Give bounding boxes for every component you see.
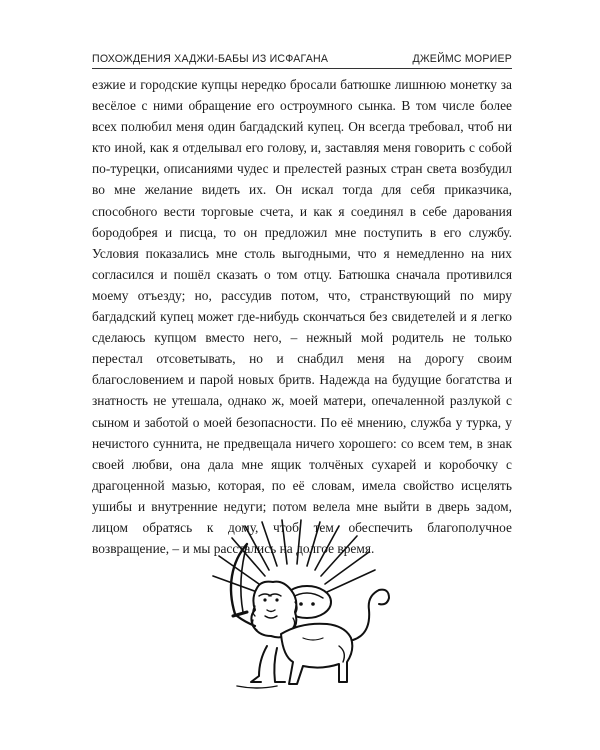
running-head — [92, 53, 512, 65]
running-head-title: ПОХОЖДЕНИЯ ХАДЖИ-БАБЫ ИЗ ИСФАГАНА — [92, 53, 329, 65]
running-head-author: ДЖЕЙМС МОРИЕР — [412, 53, 512, 65]
body-text — [92, 74, 512, 559]
header-rule — [92, 68, 512, 69]
body-paragraph: езжие и городские купцы нередко бросали батюшке лишнюю монетку за весёлое с ними обращение его остроумного сынка. В том числе более всех полюбил меня один багдадский купец. Он всегда требовал, чтоб ни кто иной, как я отделывал его голову, и, заставляя меня говорить с собой по-турецки, описаниями чудес и прелестей разных стран света возбудил во мне желание видеть их. Он искал тогда для себя приказчика, способного вести торговые счета, и как я соединял в себе дарования бородобрея и писца, то он предложил мне поступить в его службу. Условия показались мне столь выгодными, что я немедленно на них согласился и пошёл сказать о том отцу. Батюшка сначала противился моему отъезду; но, рассудив потом, что, странствующий по миру багдадский купец может где-нибудь скончаться без свидетелей и я легко сделаюсь купцом вместо него, – нежный мой родитель не только перестал отсоветывать, но и снабдил меня на дорогу своим благословением и парой новых бритв. Надежда на будущие богатства и знатность не утешала, однако ж, моей матери, опечаленной разлукой с сыном и заботой о моей безопасности. По её мнению, служба у турка, у нечистого суннита, не предвещала ничего хорошего: со всем тем, в знак своей любви, она дала мне ящик толчёных сухарей и коробочку с драгоценной мазью, которая, по её словам, имела свойство исцелять ушибы и внутренние недуги; потом велела мне выйти в дверь задом, лицом обратясь к дому, чтоб тем обеспечить благополучное возвращение, – и мы расстались на долгое время. — [92, 77, 512, 557]
lion-and-sun-icon — [207, 518, 397, 693]
